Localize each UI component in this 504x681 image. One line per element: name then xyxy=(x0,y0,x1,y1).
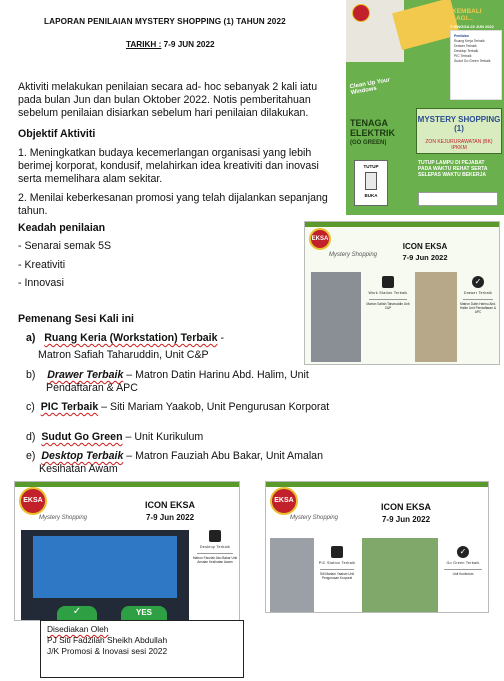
winner-item-e xyxy=(26,450,334,476)
slide-category xyxy=(438,546,488,576)
poster-card-item: Drawer Terbaik xyxy=(454,44,477,48)
winner-item-d xyxy=(26,431,326,444)
telephone-icon xyxy=(209,530,221,542)
slide-top-bar xyxy=(305,222,499,227)
poster-criteria-card xyxy=(450,30,502,100)
poster-zon-sub: ZON KEJURURAWATAN (BK) IPKKM xyxy=(425,139,493,151)
slide-date: 7-9 Jun 2022 xyxy=(402,253,448,262)
poster-lampu: TUTUP LAMPU DI PEJABAT PADA WAKTU REHAT SERTA SELEPAS WAKTU BEKERJA xyxy=(418,160,488,178)
poster-zon-title: MYSTERY SHOPPING (1) xyxy=(417,115,501,133)
report-title: LAPORAN PENILAIAN MYSTERY SHOPPING (1) TAHUN 2022 xyxy=(44,17,286,26)
criteria-item: - Kreativiti xyxy=(18,259,66,271)
icon-slide-3 xyxy=(265,481,489,613)
slide-title: ICON EKSA xyxy=(144,500,195,510)
criteria-item: - Innovasi xyxy=(18,277,64,289)
icon-slide-2 xyxy=(14,481,240,621)
divider xyxy=(320,569,354,570)
objective-num: 1. xyxy=(18,147,27,159)
objective-num: 2. xyxy=(18,192,27,204)
eksa-logo-icon: EKSA xyxy=(309,228,331,250)
prepared-line-3: J/K Promosi & Inovasi sesi 2022 xyxy=(47,646,168,656)
winner-rest: – Matron Fauziah Abu Bakar, Unit Amalan Kesihatan Awam xyxy=(39,450,323,475)
category-winner: Unit Kurikulum xyxy=(452,572,474,576)
telephone-icon xyxy=(382,276,394,288)
icon-slide-1 xyxy=(304,221,500,365)
poster-card-item: Sudut Go Green Terbaik xyxy=(454,59,491,63)
category-winner: Matron Datin Harinu Abd. Halim Unit Pendaftaran & APC xyxy=(460,302,496,314)
divider xyxy=(463,299,493,300)
prepared-line-2: PJ Siti Fadzilah Sheikh Abdullah xyxy=(47,635,168,645)
date-label: TARIKH : xyxy=(126,40,162,49)
slide-category xyxy=(363,276,413,310)
winner-category: Ruang Keria (Workstation) Terbaik xyxy=(44,332,218,344)
poster-logo-icon xyxy=(352,4,370,22)
winner-rest: – Unit Kurikulum xyxy=(122,431,204,443)
slide-category xyxy=(191,530,239,564)
slide-date: 7-9 Jun 2022 xyxy=(381,515,431,524)
poster-card-item: Ruang Kerja Terbaik xyxy=(454,39,485,43)
checkmark-icon: ✓ xyxy=(472,276,484,288)
poster-headline: KEMBALI LAGI... xyxy=(452,8,482,22)
drawer-photo xyxy=(415,272,457,362)
criteria-item: - Senarai semak 5S xyxy=(18,240,112,252)
winner-item-a xyxy=(26,332,326,345)
pic-photo xyxy=(270,538,314,612)
date-value: 7-9 JUN 2022 xyxy=(161,40,215,49)
checkmark-icon: ✓ xyxy=(457,546,469,558)
eksa-logo-icon: EKSA xyxy=(19,487,47,515)
winner-category: Sudut Go Green xyxy=(41,431,123,443)
desktop-photo xyxy=(21,530,189,621)
report-date xyxy=(126,40,215,49)
slide-category xyxy=(314,546,360,580)
divider xyxy=(197,553,233,554)
category-label: Go Green Terbaik xyxy=(446,561,480,565)
gogreen-photo xyxy=(362,538,438,612)
category-winner: Matron Fauziah Abu Bakar Unit Amalan Kesihatan Awam xyxy=(192,556,238,564)
slide-category xyxy=(457,276,499,314)
objective-text: Meningkatkan budaya kecemerlangan organisasi yang lebih berimej korporat, kondusif, melahirkan idea kreativiti dan inovasi serta memelihara alam sekitar. xyxy=(18,147,319,185)
winner-item-b xyxy=(26,369,334,395)
category-winner: Siti Mariam Yaakob Unit Pengurusan Korporat xyxy=(320,572,354,580)
category-label: Drawer Terbaik xyxy=(463,291,493,295)
poster-card-item: PIC Terbaik xyxy=(454,54,472,58)
switch-icon xyxy=(365,172,377,190)
winner-rest: – Siti Mariam Yaakob, Unit Pengurusan Korporat xyxy=(98,401,330,413)
poster-clean-text: Clean Up Your Windows xyxy=(349,77,391,97)
winner-letter: b) xyxy=(26,369,36,381)
check-button-icon: ✓ xyxy=(57,606,97,621)
poster-card-heading: Penilaian xyxy=(454,34,469,38)
winner-category: Desktop Terbaik xyxy=(41,450,124,462)
poster-footer-box xyxy=(418,192,498,206)
prepared-line-1: Disediakan Oleh xyxy=(47,624,109,634)
divider xyxy=(369,299,407,300)
poster-buka: BUKA xyxy=(364,193,378,198)
poster-zone-box xyxy=(416,108,502,154)
category-label: Work Station Terbaik xyxy=(368,291,408,295)
eksa-logo-icon: EKSA xyxy=(270,487,298,515)
category-label: PIC Station Terbaik xyxy=(318,561,356,565)
telephone-icon xyxy=(331,546,343,558)
slide-top-bar xyxy=(15,482,239,487)
poster-gogreen: (GO GREEN) xyxy=(350,140,387,146)
objective-item-1 xyxy=(18,147,340,186)
monitor-screen xyxy=(33,536,177,598)
winner-item-c xyxy=(26,401,334,414)
slide-brand: Mystery Shopping xyxy=(290,515,339,521)
winner-category: Drawer Terbaik xyxy=(47,369,124,381)
winner-letter: d) xyxy=(26,431,36,443)
poster-date: 7 HINGGA 29 JUN 2022 xyxy=(450,24,494,29)
winners-heading: Pemenang Sesi Kali ini xyxy=(18,313,134,325)
slide-title: ICON EKSA xyxy=(402,242,448,251)
winner-rest: – Matron Datin Harinu Abd. Halim, Unit Pendaftaran & APC xyxy=(46,369,309,394)
slide-top-bar xyxy=(266,482,488,487)
poster-tenaga: TENAGA ELEKTRIK xyxy=(350,118,395,138)
criteria-heading: Keadah penilaian xyxy=(18,222,106,234)
objectives-heading: Objektif Aktiviti xyxy=(18,128,96,140)
intro-paragraph: Aktiviti melakukan penilaian secara ad- hoc sebanyak 2 kali iatu pada bulan Jun dan bulan Oktober 2022. Notis pemberitahuan sebelum penilaian disiarkan sebelum hari penilaian dilakukan. xyxy=(18,81,318,119)
slide-brand: Mystery Shopping xyxy=(329,252,378,258)
slide-date: 7-9 Jun 2022 xyxy=(145,513,195,522)
poster-card-item: Desktop Terbaik xyxy=(454,49,479,53)
workstation-photo xyxy=(311,272,361,362)
winner-letter: e) xyxy=(26,450,36,462)
objective-item-2 xyxy=(18,192,340,218)
divider xyxy=(444,569,482,570)
winner-item-a-line2: Matron Safiah Taharuddin, Unit C&P xyxy=(38,349,209,361)
poster-tutup: TUTUP xyxy=(363,164,379,169)
category-label: Desktop Terbaik xyxy=(199,545,231,549)
slide-brand: Mystery Shopping xyxy=(39,515,88,521)
slide-title: ICON EKSA xyxy=(380,502,431,512)
category-winner: Matron Safiah Taharuddin Unit C&P xyxy=(366,302,410,310)
prepared-by-box xyxy=(40,620,244,678)
objective-text: Menilai keberkesanan promosi yang telah dijalankan sepanjang tahun. xyxy=(18,192,328,217)
poster-switch-panel xyxy=(354,160,388,206)
winner-rest: - xyxy=(217,332,225,344)
winner-letter: c) xyxy=(26,401,35,413)
winner-category: PIC Terbaik xyxy=(40,401,99,413)
yes-button: YES xyxy=(121,606,167,621)
promo-poster xyxy=(346,0,504,215)
winner-letter: a) xyxy=(26,332,36,344)
